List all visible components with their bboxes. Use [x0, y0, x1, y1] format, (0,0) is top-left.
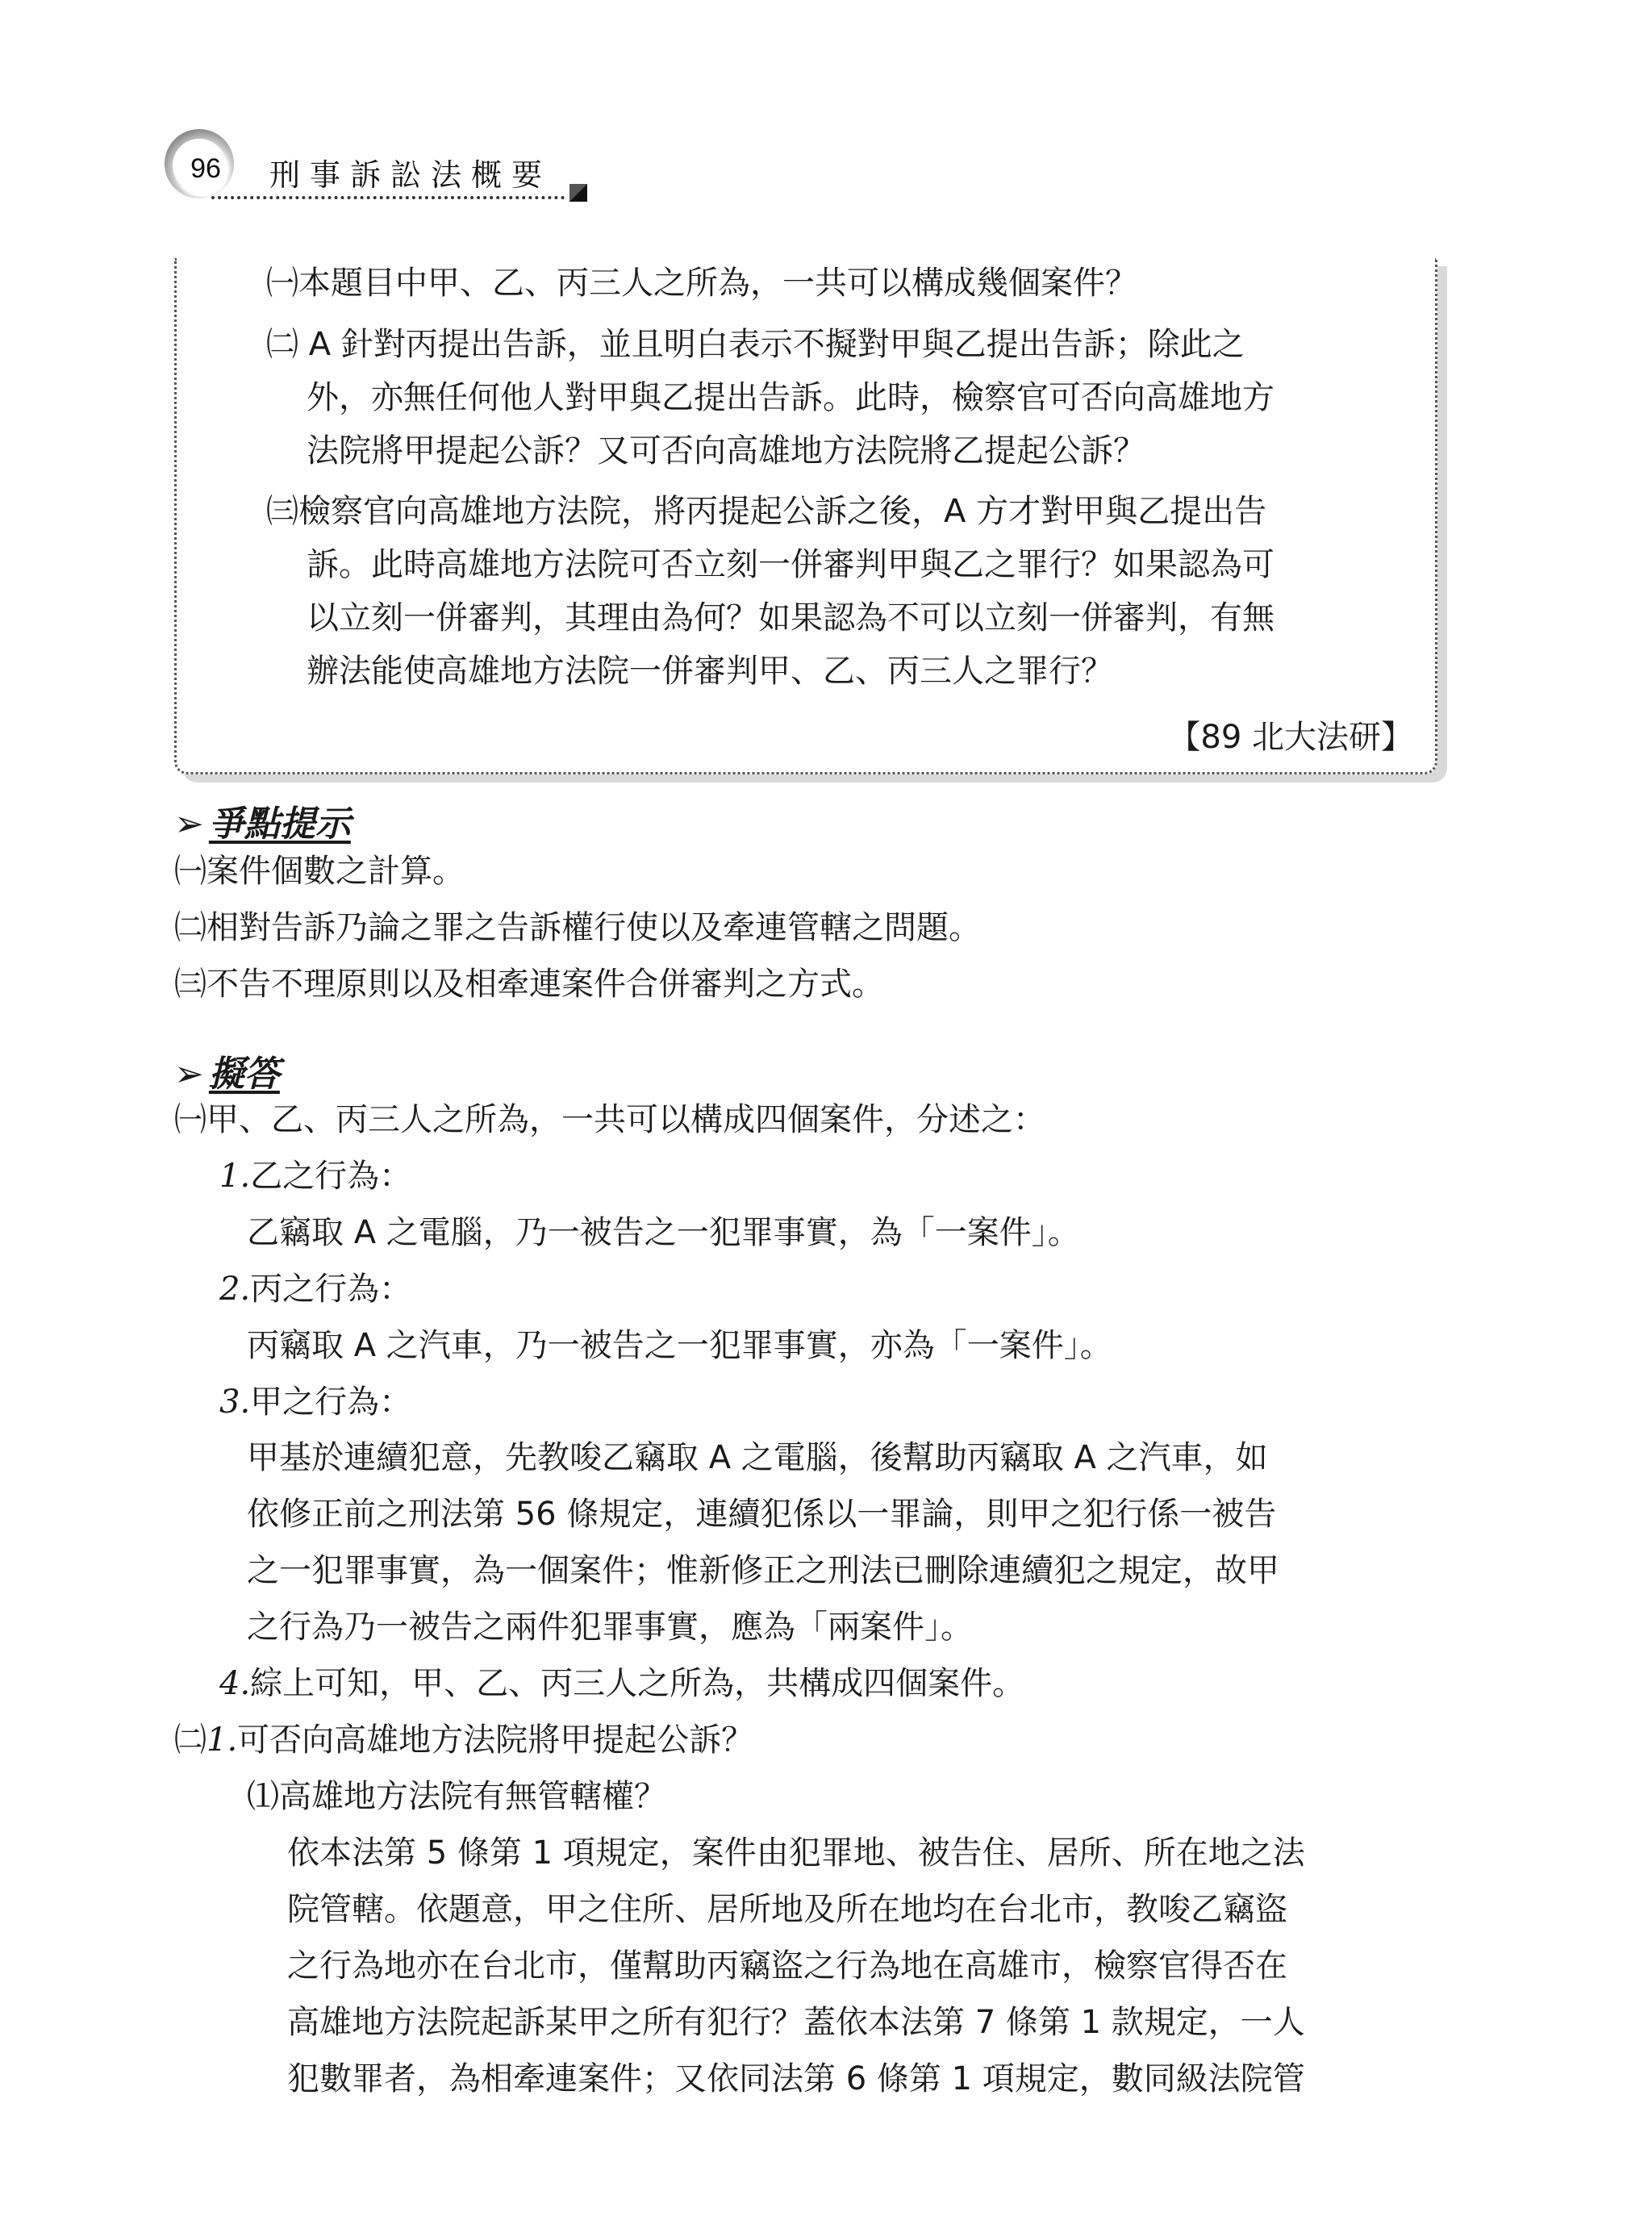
- item-number: 1.: [206, 1722, 238, 1759]
- answer-text: 可否向高雄地方法院將甲提起公訴？: [237, 1722, 754, 1759]
- answer-line: 依本法第 5 條第 1 項規定，案件由犯罪地、被告住、居所、所在地之法: [287, 1834, 1305, 1872]
- issue-item: ㈡相對告訴乃論之罪之告訴權行使以及牽連管轄之問題。: [174, 909, 981, 946]
- question-source: 【89 北大法研】: [1168, 719, 1413, 756]
- answer-item-1: [219, 1154, 411, 1199]
- arrow-icon: ➢: [174, 803, 204, 845]
- answer-heading-text: 擬答: [208, 1054, 280, 1095]
- item-number: 1.: [219, 1158, 251, 1195]
- question-line: 以立刻一併審判，其理由為何？如果認為不可以立刻一併審判，有無: [307, 599, 1274, 636]
- issues-heading-text: 爭點提示: [208, 803, 351, 845]
- question-line: ㈠本題目中甲、乙、丙三人之所為，一共可以構成幾個案件？: [266, 265, 1137, 302]
- answer-line: ㈠甲、乙、丙三人之所為，一共可以構成四個案件，分述之：: [174, 1101, 1045, 1138]
- answer-line: 之一犯罪事實，為一個案件；惟新修正之刑法已刪除連續犯之規定，故甲: [247, 1552, 1279, 1589]
- issues-heading: [174, 795, 351, 846]
- answer-item-4: [219, 1661, 1024, 1706]
- question-line: 辦法能使高雄地方法院一併審判甲、乙、丙三人之罪行？: [307, 653, 1113, 690]
- answer-text: 綜上可知，甲、乙、丙三人之所為，共構成四個案件。: [250, 1665, 1025, 1702]
- answer-text: 乙之行為：: [250, 1158, 412, 1195]
- answer-line: 之行為地亦在台北市，僅幫助丙竊盜之行為地在高雄市，檢察官得否在: [287, 1947, 1287, 1985]
- issue-item: ㈠案件個數之計算。: [174, 853, 465, 890]
- answer-line: 甲基於連續犯意，先教唆乙竊取 A 之電腦，後幫助丙竊取 A 之汽車，如: [247, 1439, 1268, 1476]
- answer-line: 犯數罪者，為相牽連案件；又依同法第 6 條第 1 項規定，數同級法院管: [287, 2060, 1305, 2097]
- page-number: 96: [190, 153, 221, 184]
- answer-heading: [174, 1045, 280, 1096]
- answer-part-2: [174, 1717, 753, 1763]
- arrow-icon: ➢: [174, 1054, 204, 1095]
- answer-line: 高雄地方法院起訴某甲之所有犯行？蓋依本法第 7 條第 1 款規定，一人: [287, 2004, 1305, 2041]
- answer-item-3: [219, 1379, 411, 1425]
- part-number: ㈡: [174, 1722, 206, 1759]
- book-title: 刑事訴訟法概要: [269, 157, 553, 193]
- answer-line: 之行為乃一被告之兩件犯罪事實，應為「兩案件」。: [247, 1609, 973, 1646]
- answer-line: 依修正前之刑法第 56 條規定，連續犯係以一罪論，則甲之犯行係一被告: [247, 1496, 1277, 1533]
- header-square-icon: [569, 184, 587, 202]
- answer-text: 甲之行為：: [250, 1384, 412, 1421]
- question-line: 訴。此時高雄地方法院可否立刻一併審判甲與乙之罪行？如果認為可: [307, 546, 1274, 583]
- answer-line: 乙竊取 A 之電腦，乃一被告之一犯罪事實，為「一案件」。: [247, 1214, 1080, 1251]
- answer-item-2: [219, 1267, 411, 1312]
- answer-subitem: ⑴高雄地方法院有無管轄權？: [247, 1778, 666, 1815]
- answer-line: 院管轄。依題意，甲之住所、居所地及所在地均在台北市，教唆乙竊盜: [287, 1891, 1287, 1928]
- item-number: 2.: [219, 1271, 251, 1308]
- question-line: ㈡ A 針對丙提出告訴，並且明白表示不擬對甲與乙提出告訴；除此之: [266, 326, 1245, 363]
- question-line: 法院將甲提起公訴？又可否向高雄地方法院將乙提起公訴？: [307, 432, 1145, 470]
- answer-text: 丙之行為：: [250, 1271, 412, 1308]
- issue-item: ㈢不告不理原則以及相牽連案件合併審判之方式。: [174, 966, 884, 1003]
- item-number: 3.: [219, 1384, 251, 1421]
- answer-line: 丙竊取 A 之汽車，乃一被告之一犯罪事實，亦為「一案件」。: [247, 1327, 1112, 1364]
- question-line: 外，亦無任何他人對甲與乙提出告訴。此時，檢察官可否向高雄地方: [307, 379, 1274, 416]
- item-number: 4.: [219, 1665, 251, 1702]
- header-dotted-rule: [211, 196, 565, 199]
- question-line: ㈢檢察官向高雄地方法院，將丙提起公訴之後，A 方才對甲與乙提出告: [266, 493, 1267, 530]
